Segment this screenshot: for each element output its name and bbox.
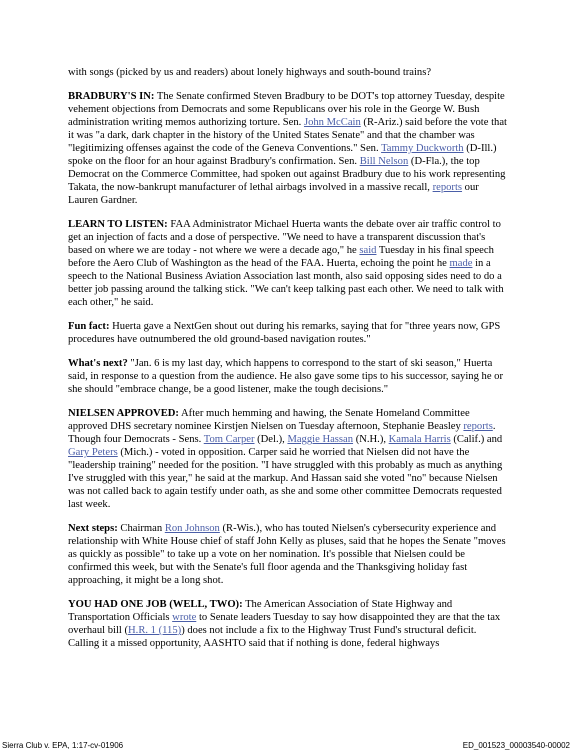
section-heading: Next steps: [68, 523, 118, 534]
body-text: our Lauren Gardner. [68, 182, 479, 206]
inline-link[interactable]: Bill Nelson [359, 156, 409, 167]
body-text: (D-Fla.), the top Democrat on the Commerce Committee, had spoken out against Bradbury due to his work representing Takata, the now-bankrupt manufacturer of lethal airbags involved in a massive recall, [68, 156, 506, 193]
inline-link[interactable]: Gary Peters [68, 447, 118, 458]
paragraph [68, 357, 510, 396]
body-text: (D-Ill.) spoke on the floor for an hour against Bradbury's confirmation. Sen. [68, 143, 497, 167]
body-text: FAA Administrator Michael Huerta wants the debate over air traffic control to get an injection of facts and a dose of perspective. "We need to have a transparent discussion that's based on where we are today - not where we were a decade ago," he [68, 219, 501, 256]
body-text: "Jan. 6 is my last day, which happens to correspond to the start of ski season," Huerta said, in response to a question from the audience. He also gave some tips to his successor, saying he or she should "embrace change, be a good listener, make the tough decisions." [68, 358, 503, 395]
paragraph [68, 407, 510, 511]
body-text: ) does not include a fix to the Highway Trust Fund's structural deficit. Calling it a missed opportunity, AASHTO said that if nothing is done, federal highways [68, 625, 477, 649]
body-text: to Senate leaders Tuesday to say how disappointed they are that the tax overhaul bill ( [68, 612, 501, 636]
body-text: Chairman [117, 523, 165, 534]
inline-link[interactable]: Ron Johnson [164, 523, 220, 534]
inline-link[interactable]: H.R. 1 (115) [128, 625, 182, 636]
section-heading: LEARN TO LISTEN: [68, 219, 168, 230]
article-body [68, 66, 510, 661]
section-heading: What's next? [68, 358, 128, 369]
body-text: Tuesday in his final speech before the Aero Club of Washington as the head of the FAA. Huerta, echoing the point he [68, 245, 494, 269]
body-text: The American Association of State Highway and Transportation Officials [68, 599, 453, 623]
footer-case-citation: Sierra Club v. EPA, 1:17-cv-01906 [2, 741, 124, 750]
section-heading: BRADBURY'S IN: [68, 91, 155, 102]
paragraph [68, 522, 510, 587]
inline-link[interactable]: John McCain [303, 117, 361, 128]
paragraph [68, 598, 510, 650]
body-text: (Calif.) and [450, 434, 503, 445]
paragraph [68, 66, 510, 79]
body-text: in a speech to the National Business Aviation Association last month, also said opposing sides need to do a better job passing around the talking stick. "We can't keep talking past each other. We need to talk with each other," he said. [68, 258, 504, 308]
section-heading: YOU HAD ONE JOB (WELL, TWO): [68, 599, 243, 610]
inline-link[interactable]: Tom Carper [203, 434, 255, 445]
inline-link[interactable]: made [449, 258, 473, 269]
inline-link[interactable]: reports [432, 182, 463, 193]
body-text: Huerta gave a NextGen shout out during his remarks, saying that for "three years now, GPS procedures have outnumbered the old ground-based navigation routes." [68, 321, 501, 345]
body-text: After much hemming and hawing, the Senate Homeland Committee approved DHS secretary nominee Kirstjen Nielsen on Tuesday afternoon, Stephanie Beasley [68, 408, 470, 432]
paragraph [68, 90, 510, 207]
inline-link[interactable]: Kamala Harris [388, 434, 451, 445]
body-text: . Though four Democrats - Sens. [68, 421, 496, 445]
footer-bates-number: ED_001523_00003540-00002 [462, 741, 570, 750]
body-text: (Del.), [254, 434, 288, 445]
body-text: (R-Ariz.) said before the vote that it was "a dark, dark chapter in the history of the United States Senate" and that the chamber was "legitimizing offenses against the code of the Geneva Conventions." Sen. [68, 117, 507, 154]
body-text: (Mich.) - voted in opposition. Carper said he worried that Nielsen did not have the "leadership training" needed for the position. "I have struggled with this probably as much as anything I've struggled with this year," he said at the markup. And Hassan said she voted "no" because Nielsen was not called back to again testify under oath, as she and some other committee Democrats requested last week. [68, 447, 503, 510]
section-heading: NIELSEN APPROVED: [68, 408, 179, 419]
body-text: with songs (picked by us and readers) about lonely highways and south-bound trains? [68, 67, 432, 78]
body-text: (N.H.), [353, 434, 389, 445]
inline-link[interactable]: Tammy Duckworth [381, 143, 464, 154]
paragraph [68, 218, 510, 309]
body-text: (R-Wis.), who has touted Nielsen's cybersecurity experience and relationship with White House chief of staff John Kelly as pluses, said that he hopes the Senate "moves as quickly as possible" to take up a vote on her nomination. It's possible that Nielsen could be confirmed this week, but with the Senate's full floor agenda and the Thanksgiving holiday fast approaching, it might be a long shot. [68, 523, 506, 586]
section-heading: Fun fact: [68, 321, 110, 332]
inline-link[interactable]: Maggie Hassan [287, 434, 354, 445]
inline-link[interactable]: wrote [172, 612, 197, 623]
inline-link[interactable]: reports [463, 421, 493, 432]
paragraph [68, 320, 510, 346]
inline-link[interactable]: said [359, 245, 377, 256]
body-text: The Senate confirmed Steven Bradbury to be DOT's top attorney Tuesday, despite vehement objections from Democrats and some Republicans over his role in the George W. Bush administration writing memos authorizing torture. Sen. [68, 91, 505, 128]
